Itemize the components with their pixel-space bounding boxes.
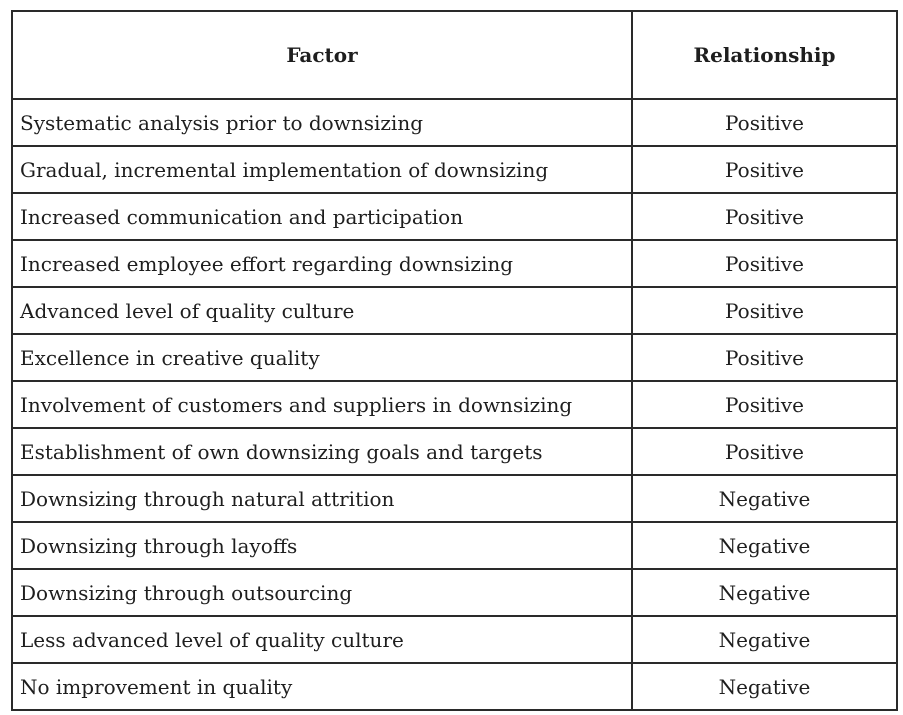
relationship-cell: Negative [632,475,897,522]
factor-relationship-table [11,10,898,711]
factor-cell: Increased employee effort regarding downsizing [12,240,632,287]
relationship-cell: Positive [632,287,897,334]
factor-cell: Advanced level of quality culture [12,287,632,334]
factor-cell: Systematic analysis prior to downsizing [12,99,632,146]
factor-cell: Gradual, incremental implementation of downsizing [12,146,632,193]
relationship-cell: Negative [632,522,897,569]
factor-cell: Downsizing through natural attrition [12,475,632,522]
table-row [12,522,897,569]
table-row [12,569,897,616]
table-row [12,287,897,334]
table-row [12,616,897,663]
relationship-cell: Positive [632,193,897,240]
factor-cell: Involvement of customers and suppliers in downsizing [12,381,632,428]
relationship-cell: Positive [632,334,897,381]
table-row [12,475,897,522]
factor-cell: Downsizing through outsourcing [12,569,632,616]
header-relationship: Relationship [632,11,897,99]
factor-cell: No improvement in quality [12,663,632,710]
factor-cell: Establishment of own downsizing goals and targets [12,428,632,475]
table-row [12,334,897,381]
relationship-cell: Positive [632,428,897,475]
relationship-cell: Positive [632,240,897,287]
table-row [12,146,897,193]
factor-cell: Increased communication and participation [12,193,632,240]
factor-cell: Excellence in creative quality [12,334,632,381]
table-row [12,99,897,146]
table-row [12,240,897,287]
relationship-cell: Positive [632,381,897,428]
table-row [12,428,897,475]
relationship-cell: Negative [632,663,897,710]
factor-cell: Less advanced level of quality culture [12,616,632,663]
table-row [12,381,897,428]
table-row [12,193,897,240]
relationship-cell: Negative [632,616,897,663]
relationship-cell: Positive [632,146,897,193]
factor-cell: Downsizing through layoffs [12,522,632,569]
header-factor: Factor [12,11,632,99]
relationship-cell: Negative [632,569,897,616]
table-header-row [12,11,897,99]
table-row [12,663,897,710]
relationship-cell: Positive [632,99,897,146]
